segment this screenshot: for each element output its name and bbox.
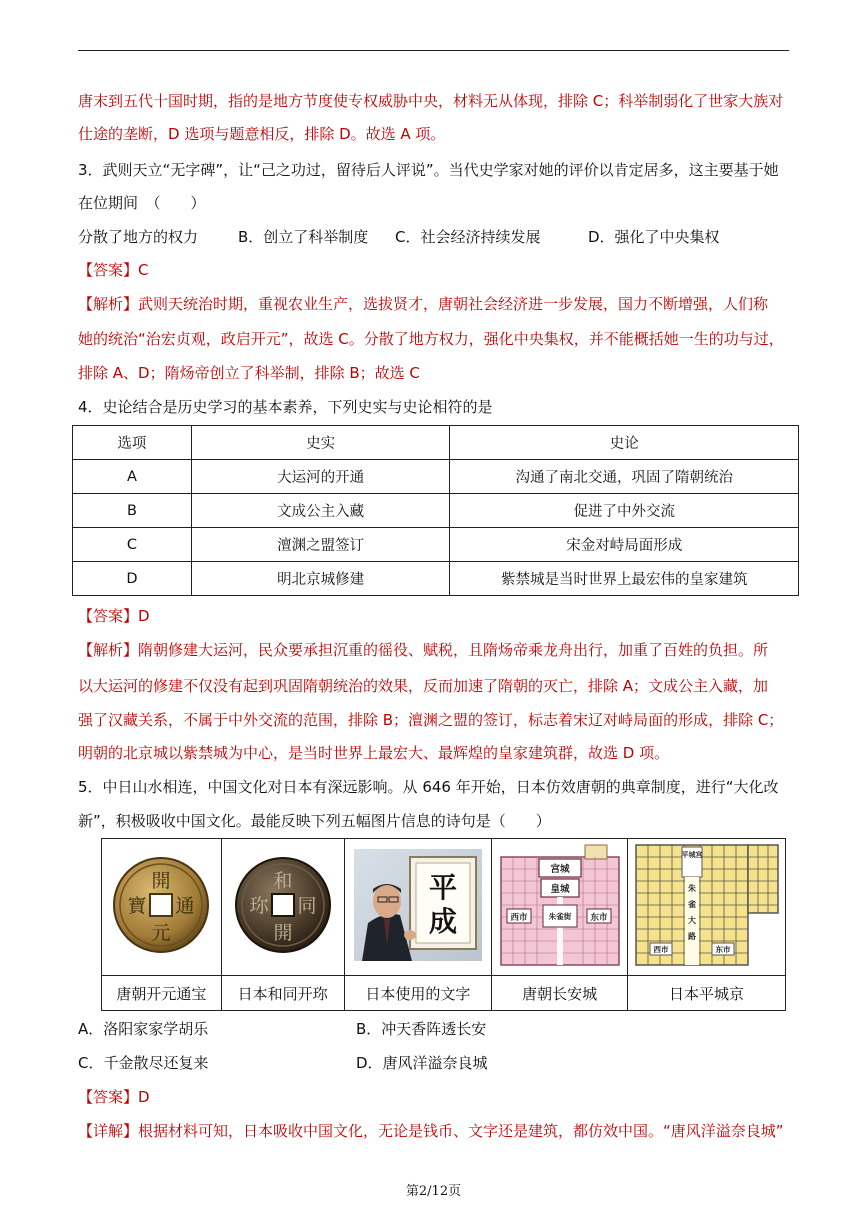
q2-explanation-line-1: 唐末到五代十国时期，指的是地方节度使专权威胁中央，材料无从体现，排除 C；科举制弱化了世家大族对 — [78, 92, 784, 110]
answer-value: C — [138, 261, 149, 279]
q5-option-b: B．冲天香阵透长安 — [356, 1020, 487, 1038]
q3-analysis-line-3: 排除 A、D；隋炀帝创立了科举制，排除 B；故选 C — [78, 364, 420, 382]
q4-table — [72, 425, 799, 596]
q4-analysis-line-3: 强了汉藏关系，不属于中外交流的范围，排除 B；澶渊之盟的签订，标志着宋辽对峙局面的形成，排除 C； — [78, 711, 784, 729]
table-cell: 宋金对峙局面形成 — [450, 528, 799, 562]
map-label: 朱雀街 — [548, 912, 571, 921]
table-row — [73, 460, 799, 494]
map-label: 雀 — [687, 900, 696, 909]
map-label: 大 — [687, 916, 696, 925]
sign-character: 成 — [428, 905, 457, 938]
table-row — [73, 528, 799, 562]
table-cell: D — [73, 562, 192, 596]
q4-answer — [78, 606, 150, 626]
map-label: 平城宫 — [681, 851, 703, 859]
changan-city-map — [499, 843, 621, 967]
table-cell: 沟通了南北交通，巩固了隋朝统治 — [450, 460, 799, 494]
map-label: 西市 — [510, 913, 528, 923]
table-cell: 大运河的开通 — [191, 460, 450, 494]
q2-explanation-line-2: 仕途的垄断，D 选项与题意相反，排除 D。故选 A 项。 — [78, 125, 446, 143]
q3-option-c: C．社会经济持续发展 — [395, 228, 541, 246]
page-number: 第2/12页 — [405, 1184, 462, 1199]
q3-option-d: D．强化了中央集权 — [588, 228, 720, 246]
analysis-text: 武则天统治时期，重视农业生产，选拔贤才，唐朝社会经济进一步发展，国力不断增强，人们称 — [138, 295, 769, 313]
coin-character: 通 — [175, 895, 195, 917]
analysis-text: 隋朝修建大运河，民众要承担沉重的徭役、赋税，且隋炀帝乘龙舟出行，加重了百姓的负担。所 — [138, 641, 769, 659]
table-cell: 澶渊之盟签订 — [191, 528, 450, 562]
q5-option-d: D．唐风洋溢奈良城 — [356, 1054, 488, 1072]
q5-answer — [78, 1087, 150, 1107]
image-cell — [102, 839, 222, 976]
table-row — [73, 494, 799, 528]
image-caption: 日本使用的文字 — [344, 976, 492, 1011]
table-cell: 明北京城修建 — [191, 562, 450, 596]
table-row — [73, 562, 799, 596]
coin-character: 同 — [297, 895, 317, 917]
table-header-row — [73, 426, 799, 460]
image-caption: 唐朝开元通宝 — [102, 976, 222, 1011]
q4-stem: 4．史论结合是历史学习的基本素养，下列史实与史论相符的是 — [78, 398, 493, 416]
coin-character: 開 — [151, 870, 171, 892]
heisei-announcement-photo — [354, 849, 482, 961]
image-cell — [628, 839, 786, 976]
map-label: 路 — [687, 932, 696, 941]
q5-option-c: C．千金散尽还复来 — [78, 1054, 209, 1072]
table-cell: B — [73, 494, 192, 528]
map-label: 皇城 — [550, 884, 570, 895]
q4-analysis-line-2: 以大运河的修建不仅没有起到巩固隋朝统治的效果，反而加速了隋朝的灭亡，排除 A；文成公主入藏，加 — [78, 677, 769, 695]
q5-detail-line-1 — [78, 1121, 784, 1141]
q5-stem-line-2: 新”，积极吸收中国文化。最能反映下列五幅图片信息的诗句是（ ） — [78, 812, 551, 830]
q4-analysis-line-4: 明朝的北京城以紫禁城为中心，是当时世界上最宏大、最辉煌的皇家建筑群，故选 D 项。 — [78, 744, 670, 762]
analysis-tag: 【解析】 — [78, 295, 139, 313]
q3-stem-line-2: 在位期间 （ ） — [78, 194, 206, 212]
image-cell — [221, 839, 344, 976]
sign-character: 平 — [428, 871, 457, 904]
header-rule — [78, 50, 789, 51]
coin-character: 和 — [273, 870, 293, 892]
column-header: 选项 — [73, 426, 192, 460]
answer-tag: 【答案】 — [78, 607, 139, 625]
q3-analysis-line-1 — [78, 294, 768, 314]
answer-value: D — [138, 607, 150, 625]
q3-option-a: 分散了地方的权力 — [78, 228, 199, 246]
q3-stem-line-1: 3．武则天立“无字碑”，让“己之功过，留待后人评说”。当代史学家对她的评价以肯定居多，这主要基于她 — [78, 161, 779, 179]
detail-tag: 【详解】 — [78, 1122, 139, 1140]
wadokaichin-coin-image — [233, 855, 333, 955]
image-caption: 唐朝长安城 — [492, 976, 628, 1011]
q5-stem-line-1: 5．中日山水相连，中国文化对日本有深远影响。从 646 年开始，日本仿效唐朝的典章制度，进行“大化改 — [78, 778, 779, 796]
column-header: 史实 — [191, 426, 450, 460]
q3-analysis-line-2: 她的统治“治宏贞观，政启开元”，故选 C。分散了地方权力，强化中央集权，并不能概括她一生的功与过， — [78, 330, 784, 348]
q3-option-b: B．创立了科举制度 — [238, 228, 369, 246]
coin-character: 開 — [273, 922, 293, 944]
q5-image-table — [101, 838, 786, 1011]
table-cell: 紫禁城是当时世界上最宏伟的皇家建筑 — [450, 562, 799, 596]
coin-character: 寶 — [127, 895, 147, 917]
coin-character: 元 — [151, 922, 171, 944]
table-cell: C — [73, 528, 192, 562]
answer-value: D — [138, 1088, 150, 1106]
image-cell — [344, 839, 492, 976]
q4-analysis-line-1 — [78, 640, 768, 660]
coin-character: 珎 — [249, 895, 269, 917]
q3-answer — [78, 260, 149, 280]
map-label: 朱 — [687, 884, 696, 893]
analysis-tag: 【解析】 — [78, 641, 139, 659]
image-cell — [492, 839, 628, 976]
answer-tag: 【答案】 — [78, 1088, 139, 1106]
table-cell: 文成公主入藏 — [191, 494, 450, 528]
detail-text: 根据材料可知，日本吸收中国文化，无论是钱币、文字还是建筑，都仿效中国。“唐风洋溢奈良城” — [138, 1122, 784, 1140]
image-caption: 日本平城京 — [628, 976, 786, 1011]
table-cell: A — [73, 460, 192, 494]
map-label: 东市 — [715, 945, 731, 954]
map-label: 西市 — [653, 945, 669, 954]
map-label: 东市 — [590, 913, 608, 923]
heijokyo-city-map — [634, 843, 780, 967]
column-header: 史论 — [450, 426, 799, 460]
q5-option-a: A．洛阳家家学胡乐 — [78, 1020, 209, 1038]
kaiyuan-coin-image — [111, 855, 211, 955]
image-caption: 日本和同开珎 — [221, 976, 344, 1011]
map-label: 宫城 — [550, 864, 570, 875]
table-cell: 促进了中外交流 — [450, 494, 799, 528]
answer-tag: 【答案】 — [78, 261, 139, 279]
